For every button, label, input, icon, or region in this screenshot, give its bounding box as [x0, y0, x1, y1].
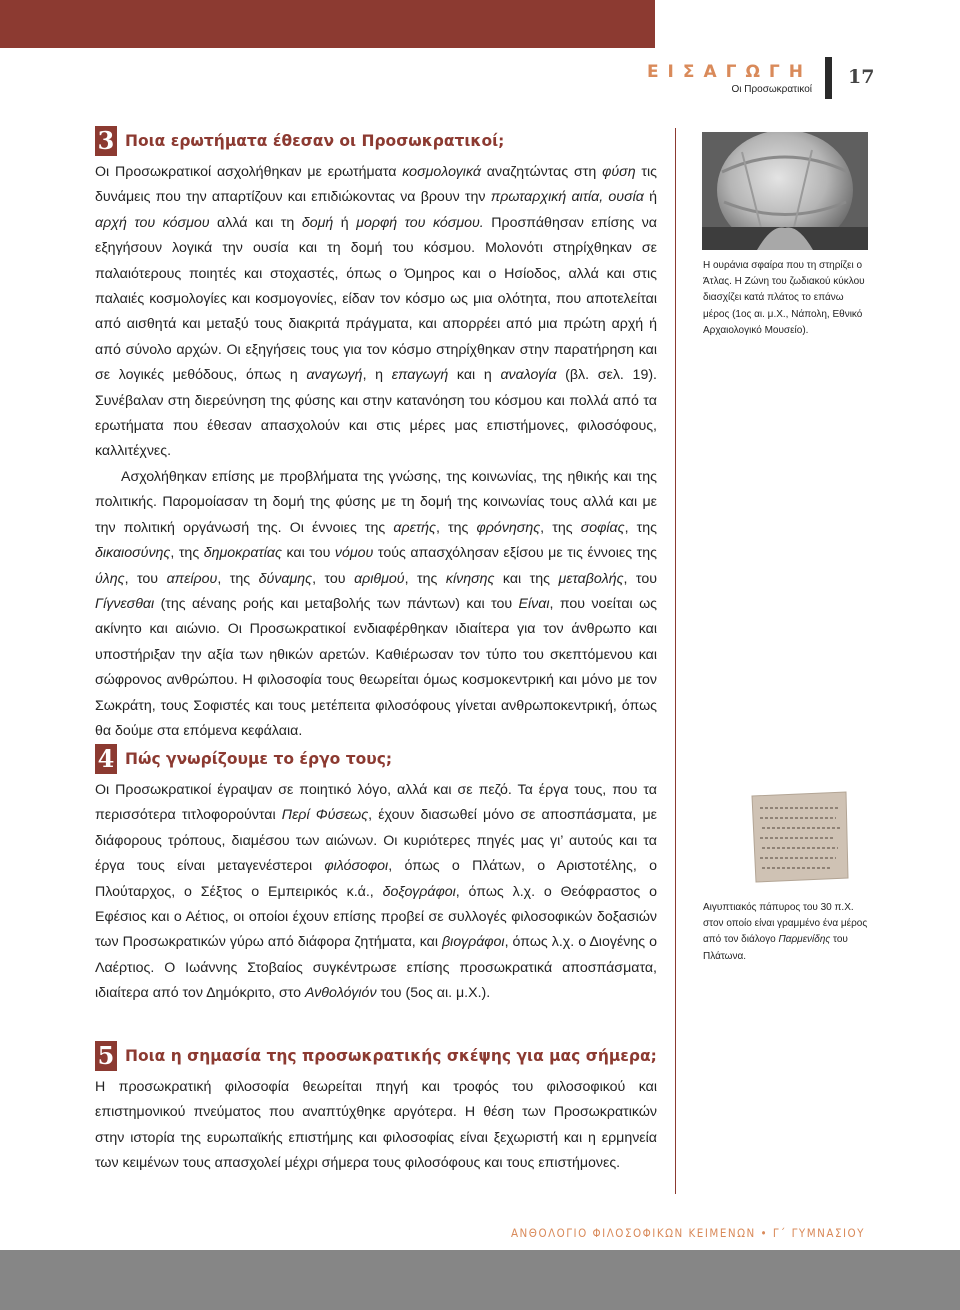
section-title: Πώς γνωρίζουμε το έργο τους; [125, 750, 393, 768]
paragraph: Οι Προσωκρατικοί ασχολήθηκαν με ερωτήματα κοσμολογικά αναζητώντας στη φύση τις δυνάμεις που την απαρτίζουν και επιδιώκοντας να βρουν την πρωταρχική αιτία, ουσία ή αρχή του κόσμου αλλά και τη δομή ή μορφή του κόσμου. Προσπάθησαν επίσης να εξηγήσουν λογικά την ουσία και τη δομή του κόσμου. Μολονότι στηρίχθηκαν σε παλαιότερους ποιητές και στοχαστές, όπως ο Όμηρος και ο Ησίοδος, αλλά και στις παλαιές κοσμολογίες και κοσμογονίες, είδαν τον κόσμο ως μια ολότητα, που αποτελείται από αισθητά και μεταξύ τους διακριτά πράγματα, και απορρέει από μια πρώτη αρχή ή από σύνολο αρχών. Οι εξηγήσεις τους για τον κόσμο στηρίχθηκαν στην παρατήρηση και σε λογικές μεθόδους, όπως η αναγωγή, η επαγωγή και η αναλογία (βλ. σελ. 19). Συνέβαλαν στη διερεύνηση της φύσης και στην κατανόηση του κόσμου και πολλά από τα ερωτήματα που έθεσαν απασχολούν και στις μέρες μας επιστήμονες, φιλοσόφους, καλλιτέχνες. [95, 164, 657, 460]
column-divider [675, 128, 676, 1194]
section-number-badge: 4 [95, 744, 117, 774]
papyrus-image [748, 788, 852, 884]
paragraph: Η προσωκρατική φιλοσοφία θεωρείται πηγή και τροφός του φιλοσοφικού και επιστημονικού πνεύματος που αναπτύχθηκε αργότερα. Η θέση των Προσωκρατικών στην ιστορία της ευρωπαϊκής επιστήμης και φιλοσοφίας είναι ξεχωριστή και η ερμηνεία των κειμένων τους απασχολεί μέχρι σήμερα τους φιλοσόφους και τους επιστήμονες. [95, 1079, 657, 1172]
page-number: 17 [848, 66, 875, 88]
chapter-subtitle: Οι Προσωκρατικοί [731, 84, 812, 95]
section-number-badge: 3 [95, 126, 117, 156]
chapter-heading: ΕΙΣΑΓΩΓΗ [646, 62, 812, 82]
atlas-statue-image [702, 132, 868, 250]
paragraph: Ασχολήθηκαν επίσης με προβλήματα της γνώσης, της κοινωνίας, της ηθικής και της πολιτικής. Παρομοίασαν τη δομή της φύσης με τη δομή της κοινωνίας τους αλλά και με την πολιτική οργάνωσή της. Οι έννοιες της αρετής, της φρόνησης, της σοφίας, της δικαιοσύνης, της δημοκρατίας και του νόμου τούς απασχόλησαν εξίσου με τις έννοιες της ύλης, του απείρου, της δύναμης, του αριθμού, της κίνησης και της μεταβολής, του Γίγνεσθαι (της αέναης ροής και μεταβολής των πάντων) και του Είναι, που νοείται ως ακίνητο και αιώνιο. Οι Προσωκρατικοί ενδιαφέρθηκαν ιδιαίτερα για τον άνθρωπο και υποστήριξαν την αξία των ηθικών αρετών. Καθιέρωσαν τον τύπο του σκεπτόμενου και σώφρονος ανθρώπου. Η φιλοσοφία τους θεωρείται όμως κοσμοκεντρική και μόνο με τον Σωκράτη, τους Σοφιστές και τους μετέπειτα φιλοσόφους γίνεται ανθρωποκεντρική, όπως θα δούμε στα επόμενα κεφάλαια. [95, 468, 657, 739]
top-color-band [0, 0, 655, 48]
section-3 [95, 126, 657, 744]
section-heading [95, 744, 657, 774]
paragraph: Οι Προσωκρατικοί έγραψαν σε ποιητικό λόγο, αλλά και σε πεζό. Τα έργα τους, που τα περισσότερα τιτλοφορούνται Περί Φύσεως, έχουν διασωθεί μόνο σε αποσπάσματα, με διάφορους τρόπους, διαμέσου των αιώνων. Οι κυριότερες πηγές μας γι’ αυτούς και τα έργα τους είναι μεταγενέστεροι φιλόσοφοι, όπως ο Πλάτων, ο Αριστοτέλης, ο Πλούταρχος, ο Σέξτος ο Εμπειρικός κ.ά., δοξογράφοι, όπως λ.χ. ο Θεόφραστος ο Εφέσιος και ο Αέτιος, οι οποίοι έχουν επίσης προβεί σε συλλογές φιλοσοφικών δοξασιών των Προσωκρατικών γύρω από διάφορα ζητήματα, και βιογράφοι, όπως λ.χ. ο Διογένης ο Λαέρτιος. Ο Ιωάννης Στοβαίος συγκέντρωσε επίσης προσωκρατικά αποσπάσματα, ιδιαίτερα από τον Δημόκριτο, στο Ανθολόγιόν του (5ος αι. μ.Χ.). [95, 782, 658, 1002]
main-text-column [95, 126, 658, 1172]
section-heading [95, 126, 657, 156]
section-number-badge: 5 [95, 1041, 117, 1071]
papyrus-caption: Αιγυπτιακός πάπυρος του 30 π.Χ. στον οποίο είναι γραμμένο ένα μέρος από τον διάλογο Παρμενίδης του Πλάτωνα. [703, 902, 868, 962]
section-heading [95, 1041, 657, 1071]
section-5 [95, 1041, 657, 1177]
section-title: Ποια η σημασία της προσωκρατικής σκέψης για μας σήμερα; [125, 1047, 657, 1065]
section-title: Ποια ερωτήματα έθεσαν οι Προσωκρατικοί; [125, 132, 505, 150]
atlas-caption: Η ουράνια σφαίρα που τη στηρίζει ο Άτλας. Η Ζώνη του ζωδιακού κύκλου διασχίζει κατά πλάτος το επάνω μέρος (1ος αι. μ.Χ., Νάπολη, Εθνικό Αρχαιολογικό Μουσείο). [703, 260, 865, 336]
bottom-color-band [0, 1250, 960, 1310]
book-title-footer: ΑΝΘΟΛΟΓΙΟ ΦΙΛΟΣΟΦΙΚΩΝ ΚΕΙΜΕΝΩΝ • Γ΄ ΓΥΜΝΑΣΙΟΥ [510, 1226, 865, 1240]
section-4 [95, 744, 657, 1007]
header-divider-bar [825, 57, 832, 99]
